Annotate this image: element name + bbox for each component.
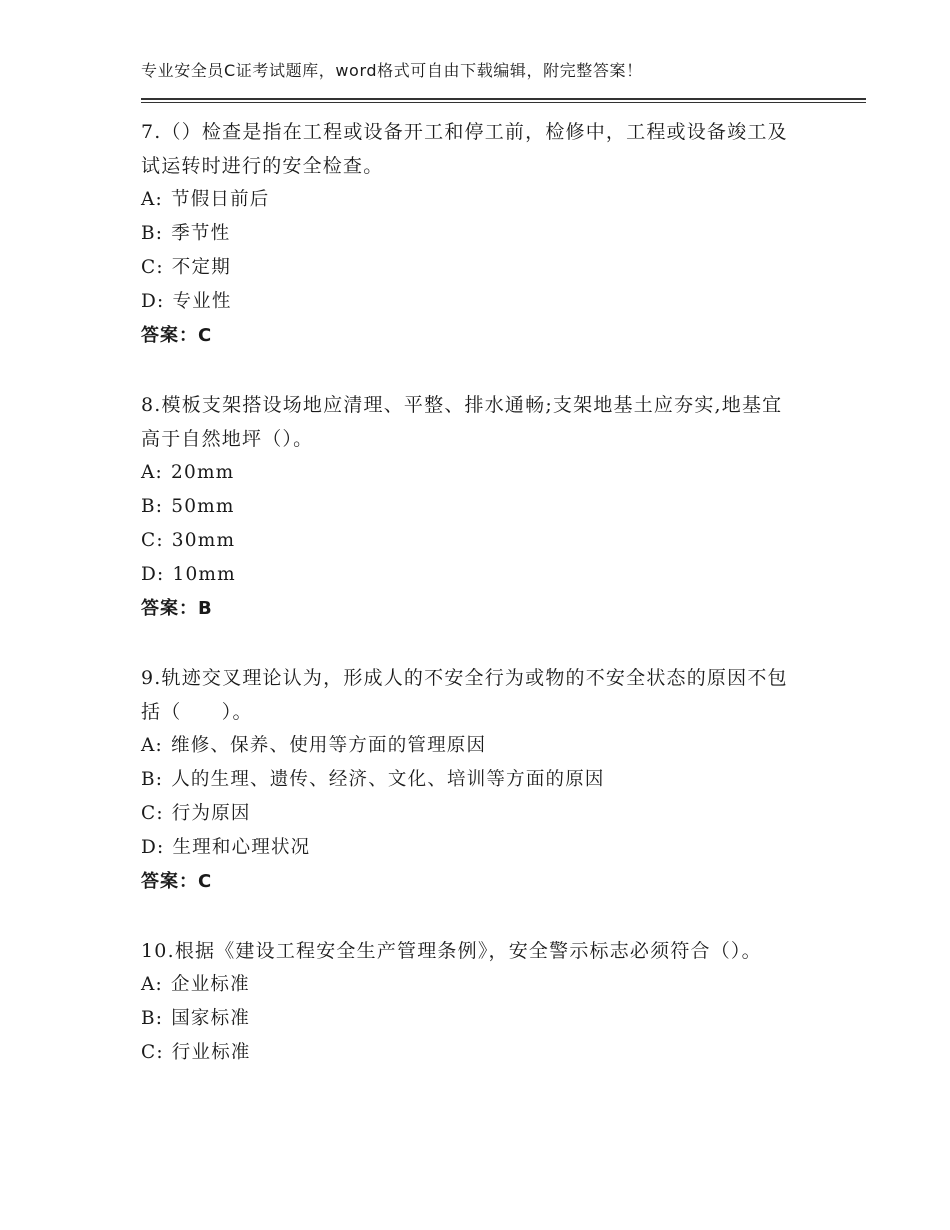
option-text: 生理和心理状况 — [172, 837, 311, 858]
answer-line: 答案：B — [141, 598, 213, 619]
option-text: 节假日前后 — [171, 189, 270, 210]
option-b — [141, 490, 801, 524]
option-a — [141, 183, 801, 217]
option-text: 季节性 — [171, 223, 231, 244]
option-label: A: — [141, 735, 163, 756]
option-label: A: — [141, 462, 163, 483]
option-text: 行为原因 — [171, 803, 251, 824]
option-label: B: — [141, 769, 164, 790]
option-b — [141, 217, 801, 251]
option-label: C: — [141, 530, 164, 551]
option-text: 50mm — [171, 496, 235, 517]
option-label: B: — [141, 223, 164, 244]
question-stem: 7.（）检查是指在工程或设备开工和停工前，检修中，工程或设备竣工及试运转时进行的安全检查。 — [141, 121, 788, 177]
option-b — [141, 763, 801, 797]
answer-line: 答案：C — [141, 871, 213, 892]
question-stem: 10.根据《建设工程安全生产管理条例》，安全警示标志必须符合（）。 — [141, 940, 762, 962]
option-a — [141, 456, 801, 490]
question-stem: 8.模板支架搭设场地应清理、平整、排水通畅;支架地基土应夯实,地基宜高于自然地坪（）。 — [141, 394, 783, 450]
option-c — [141, 1036, 801, 1070]
option-a — [141, 729, 801, 763]
option-label: C: — [141, 257, 164, 278]
option-d — [141, 831, 801, 865]
page-header: 专业安全员C证考试题库，word格式可自由下载编辑，附完整答案！ — [141, 61, 643, 80]
question-7 — [141, 115, 801, 353]
option-label: C: — [141, 1042, 164, 1063]
option-c — [141, 524, 801, 558]
option-label: B: — [141, 496, 164, 517]
option-text: 10mm — [172, 564, 236, 585]
option-text: 维修、保养、使用等方面的管理原因 — [171, 735, 487, 756]
option-text: 企业标准 — [171, 974, 250, 995]
option-text: 不定期 — [171, 257, 231, 278]
answer-line: 答案：C — [141, 325, 213, 346]
option-text: 20mm — [171, 462, 235, 483]
header-divider-thick — [141, 98, 866, 100]
option-label: D: — [141, 564, 165, 585]
option-text: 人的生理、遗传、经济、文化、培训等方面的原因 — [171, 769, 605, 790]
option-text: 国家标准 — [171, 1008, 251, 1029]
option-d — [141, 558, 801, 592]
question-stem: 9.轨迹交叉理论认为，形成人的不安全行为或物的不安全状态的原因不包括（ ）。 — [141, 667, 788, 723]
question-9 — [141, 661, 801, 899]
option-text: 30mm — [171, 530, 236, 551]
option-c — [141, 251, 801, 285]
option-text: 专业性 — [172, 291, 232, 312]
option-b — [141, 1002, 801, 1036]
question-8 — [141, 388, 801, 626]
option-label: A: — [141, 189, 163, 210]
option-label: D: — [141, 291, 165, 312]
option-text: 行业标准 — [171, 1042, 251, 1063]
option-a — [141, 968, 801, 1002]
option-d — [141, 285, 801, 319]
option-label: C: — [141, 803, 164, 824]
option-label: D: — [141, 837, 165, 858]
option-label: B: — [141, 1008, 164, 1029]
option-label: A: — [141, 974, 163, 995]
option-c — [141, 797, 801, 831]
question-10 — [141, 934, 801, 1070]
header-divider-thin — [141, 102, 866, 103]
